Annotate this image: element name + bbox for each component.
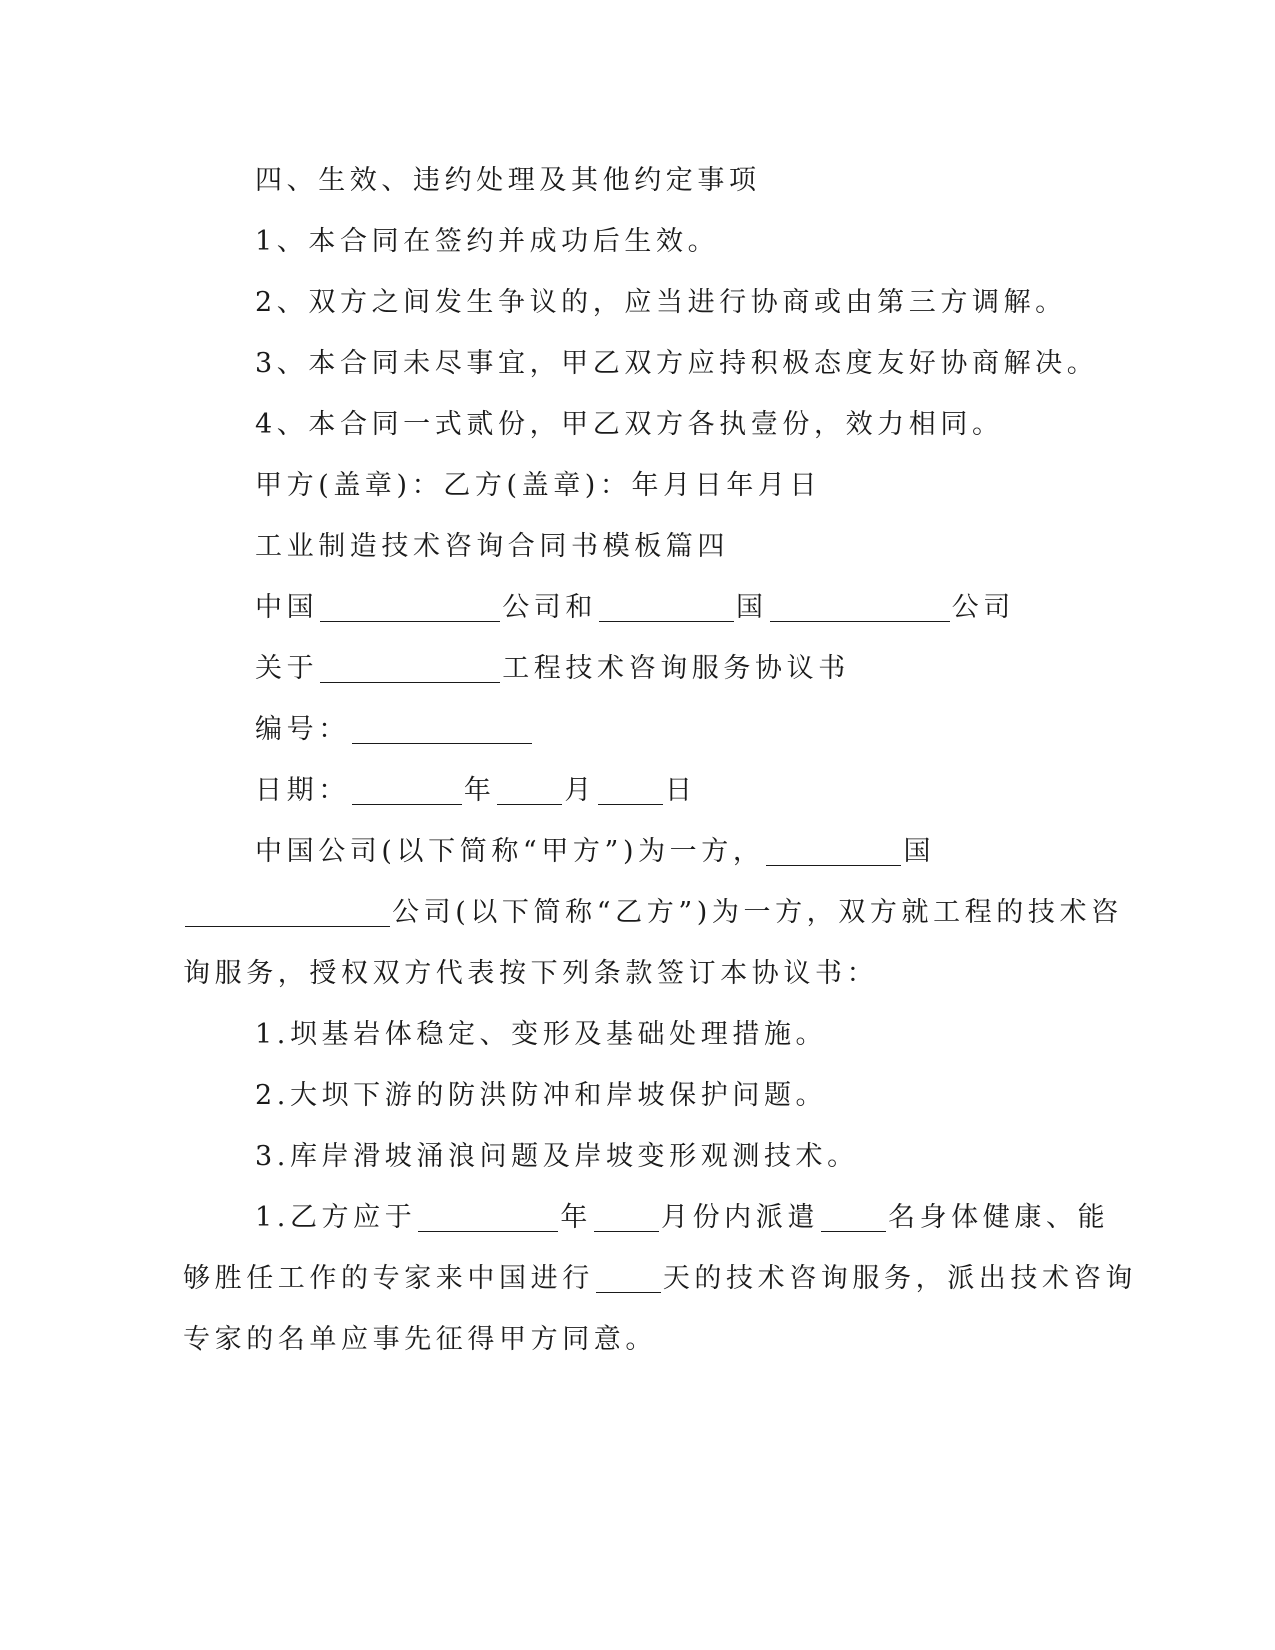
document-page bbox=[183, 150, 1137, 1370]
blank-obligation-month bbox=[594, 1201, 659, 1232]
obligation-text-1a: 1.乙方应于 bbox=[255, 1202, 417, 1233]
intro-line-2 bbox=[183, 882, 1123, 943]
date-month: 月 bbox=[564, 775, 597, 806]
obligation-line-1 bbox=[183, 1187, 1110, 1248]
item-1: 1.坝基岩体稳定、变形及基础处理措施。 bbox=[255, 1019, 828, 1050]
obligation-text-1c: 月份内派遣 bbox=[660, 1202, 819, 1233]
obligation-text-1d: 名身体健康、能 bbox=[887, 1202, 1110, 1233]
intro-line-3: 询服务，授权双方代表按下列条款签订本协议书： bbox=[183, 958, 879, 989]
blank-intro-company bbox=[185, 896, 390, 927]
obligation-line-2 bbox=[183, 1248, 1137, 1309]
agreement-title-2: 工程技术咨询服务协议书 bbox=[502, 653, 850, 684]
clause-4: 4、本合同一式贰份，甲乙双方各执壹份，效力相同。 bbox=[255, 409, 1004, 440]
section-heading: 四、生效、违约处理及其他约定事项 bbox=[255, 165, 761, 196]
obligation-line-3: 专家的名单应事先征得甲方同意。 bbox=[183, 1324, 657, 1355]
agreement-title-1: 关于 bbox=[255, 653, 319, 684]
intro-text-1a: 中国公司(以下简称“甲方”)为一方， bbox=[255, 836, 765, 867]
date-line bbox=[183, 760, 1063, 821]
blank-foreign-company bbox=[770, 591, 950, 622]
parties-text-4: 公司 bbox=[951, 592, 1015, 623]
blank-project-name bbox=[320, 652, 500, 683]
blank-expert-count bbox=[821, 1201, 886, 1232]
signature-line: 甲方(盖章)：乙方(盖章)：年月日年月日 bbox=[255, 470, 822, 501]
date-day: 日 bbox=[665, 775, 697, 806]
date-year: 年 bbox=[463, 775, 496, 806]
number-line bbox=[183, 699, 1063, 760]
blank-obligation-year bbox=[418, 1201, 558, 1232]
item-2: 2.大坝下游的防洪防冲和岸坡保护问题。 bbox=[255, 1080, 828, 1111]
clause-1: 1、本合同在签约并成功后生效。 bbox=[255, 226, 720, 257]
obligation-text-2a: 够胜任工作的专家来中国进行 bbox=[183, 1263, 594, 1294]
intro-text-1b: 国 bbox=[903, 836, 936, 867]
item-3: 3.库岸滑坡涌浪问题及岸坡变形观测技术。 bbox=[255, 1141, 859, 1172]
clause-2: 2、双方之间发生争议的，应当进行协商或由第三方调解。 bbox=[255, 287, 1067, 318]
parties-text-1: 中国 bbox=[255, 592, 319, 623]
blank-number bbox=[352, 713, 532, 744]
agreement-title bbox=[183, 638, 1063, 699]
blank-month bbox=[497, 774, 562, 805]
blank-day bbox=[598, 774, 663, 805]
blank-intro-country bbox=[766, 835, 901, 866]
template-title: 工业制造技术咨询合同书模板篇四 bbox=[255, 531, 729, 562]
blank-country bbox=[599, 591, 734, 622]
obligation-text-1b: 年 bbox=[560, 1202, 592, 1233]
blank-days bbox=[596, 1262, 661, 1293]
date-label: 日期： bbox=[255, 775, 350, 806]
parties-text-3: 国 bbox=[736, 592, 768, 623]
obligation-text-2b: 天的技术咨询服务，派出技术咨询 bbox=[662, 1263, 1137, 1294]
blank-chinese-company bbox=[320, 591, 500, 622]
number-label: 编号： bbox=[255, 714, 350, 745]
clause-3: 3、本合同未尽事宜，甲乙双方应持积极态度友好协商解决。 bbox=[255, 348, 1099, 379]
blank-year bbox=[352, 774, 462, 805]
parties-text-2: 公司和 bbox=[502, 592, 598, 623]
intro-text-2: 公司(以下简称“乙方”)为一方，双方就工程的技术咨 bbox=[392, 897, 1123, 928]
intro-line-1 bbox=[183, 821, 1063, 882]
parties-line bbox=[183, 577, 1063, 638]
